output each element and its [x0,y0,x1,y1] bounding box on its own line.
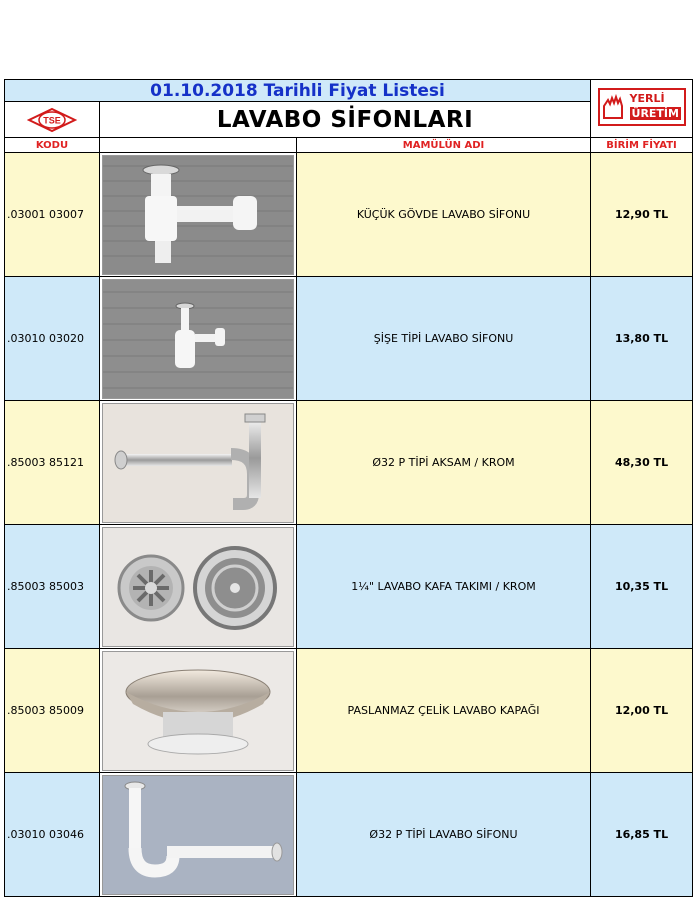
column-header-image [100,138,297,153]
product-photo-cell [100,277,297,401]
page-heading: LAVABO SİFONLARI [100,102,591,138]
product-price: 12,00 TL [591,649,693,773]
product-code: .85003 85003 [5,525,100,649]
product-photo-cell [100,401,297,525]
product-photo-cell [100,649,297,773]
tse-logo-text: TSE [43,115,61,125]
yerli-uretim-badge [591,80,693,138]
product-code: .03010 03020 [5,277,100,401]
bottle-siphon-image [102,279,294,399]
product-photo-cell [100,153,297,277]
tse-logo-cell [5,102,100,138]
product-name: 1¼" LAVABO KAFA TAKIMI / KROM [297,525,591,649]
product-photo-cell [100,773,297,897]
column-header-name: MAMÜLÜN ADI [297,138,591,153]
table-row [5,277,693,401]
product-name: Ø32 P TİPİ AKSAM / KROM [297,401,591,525]
heading-row [5,102,693,138]
table-row [5,649,693,773]
white-p-trap-image [102,775,294,895]
badge-line-1: YERLİ [629,91,665,105]
steel-drain-cap-image [102,651,294,771]
table-row [5,773,693,897]
product-name: KÜÇÜK GÖVDE LAVABO SİFONU [297,153,591,277]
product-code: .85003 85121 [5,401,100,525]
title-row [5,80,693,102]
column-header-row [5,138,693,153]
product-name: Ø32 P TİPİ LAVABO SİFONU [297,773,591,897]
product-name: PASLANMAZ ÇELİK LAVABO KAPAĞI [297,649,591,773]
product-price: 10,35 TL [591,525,693,649]
table-row [5,153,693,277]
chrome-p-trap-image [102,403,294,523]
column-header-code: KODU [5,138,100,153]
table-row [5,401,693,525]
product-code: .03010 03046 [5,773,100,897]
price-list-title: 01.10.2018 Tarihli Fiyat Listesi [5,80,591,102]
product-price: 48,30 TL [591,401,693,525]
small-body-siphon-image [102,155,294,275]
product-code: .03001 03007 [5,153,100,277]
product-photo-cell [100,525,297,649]
product-name: ŞİŞE TİPİ LAVABO SİFONU [297,277,591,401]
chrome-drain-head-image [102,527,294,647]
product-code: .85003 85009 [5,649,100,773]
product-price: 12,90 TL [591,153,693,277]
badge-line-2: ÜRETİM [631,106,679,120]
product-price: 13,80 TL [591,277,693,401]
table-row [5,525,693,649]
column-header-price: BİRİM FİYATI [591,138,693,153]
tse-logo-icon [27,107,77,133]
product-price: 16,85 TL [591,773,693,897]
badge-frame [598,88,686,126]
price-list-table [4,79,693,897]
